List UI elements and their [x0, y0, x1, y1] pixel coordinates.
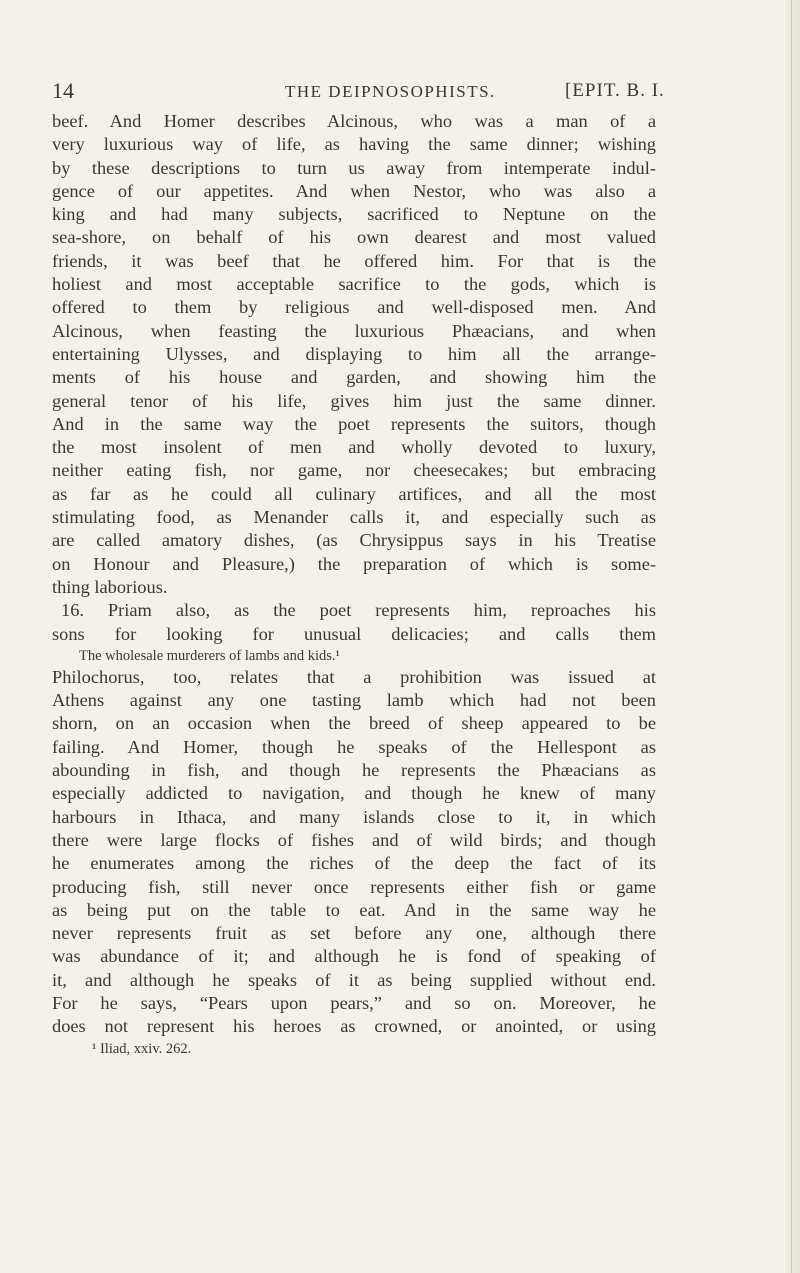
paragraph-3	[52, 666, 656, 1039]
footnote: ¹ Iliad, xxiv. 262.	[92, 1040, 192, 1057]
text-line: never represents fruit as set before any one, although there	[52, 923, 656, 944]
text-line: general tenor of his life, gives him just the same dinner.	[52, 390, 656, 411]
text-line: For he says, “Pears upon pears,” and so on. Moreover, he	[52, 992, 656, 1013]
text-line: king and had many subjects, sacrificed to Neptune on the	[52, 204, 656, 225]
text-line: sea-shore, on behalf of his own dearest and most valued	[52, 227, 656, 248]
page-edge	[786, 0, 800, 1273]
text-line: offered to them by religious and well-disposed men. And	[52, 297, 656, 318]
text-line: was abundance of it; and although he is fond of speaking of	[52, 946, 656, 967]
text-line: as far as he could all culinary artifices, and all the most	[52, 483, 656, 504]
text-line: by these descriptions to turn us away from intemperate indul-	[52, 157, 656, 178]
text-line: friends, it was beef that he offered him. For that is the	[52, 250, 656, 271]
text-line: neither eating fish, nor game, nor cheesecakes; but embracing	[52, 460, 656, 481]
text-line: especially addicted to navigation, and though he knew of many	[52, 783, 656, 804]
page-header	[52, 78, 672, 108]
text-line: beef. And Homer describes Alcinous, who was a man of a	[52, 111, 656, 131]
text-line: it, and although he speaks of it as being supplied without end.	[52, 969, 656, 990]
page-number: 14	[52, 78, 74, 103]
text-line: gence of our appetites. And when Nestor, who was also a	[52, 180, 656, 201]
text-line: Alcinous, when feasting the luxurious Phæacians, and when	[52, 320, 656, 341]
text-line: harbours in Ithaca, and many islands close to it, in which	[52, 806, 656, 827]
text-line: producing fish, still never once represents either fish or game	[52, 876, 656, 897]
verse-quote: The wholesale murderers of lambs and kids.¹	[79, 647, 340, 664]
text-line: failing. And Homer, though he speaks of the Hellespont as	[52, 736, 656, 757]
text-line: holiest and most acceptable sacrifice to the gods, which is	[52, 274, 656, 295]
text-line: sons for looking for unusual delicacies; and calls them	[52, 623, 656, 644]
text-line: there were large flocks of fishes and of wild birds; and though	[52, 829, 656, 850]
text-line: the most insolent of men and wholly devoted to luxury,	[52, 437, 656, 458]
text-line: stimulating food, as Menander calls it, and especially such as	[52, 507, 656, 528]
text-line: thing laborious.	[52, 576, 168, 597]
text-line: Philochorus, too, relates that a prohibition was issued at	[52, 666, 656, 687]
text-line: Athens against any one tasting lamb which had not been	[52, 690, 656, 711]
text-line: ments of his house and garden, and showing him the	[52, 367, 656, 388]
text-line: are called amatory dishes, (as Chrysippus says in his Treatise	[52, 530, 656, 551]
text-line: he enumerates among the riches of the deep the fact of its	[52, 853, 656, 874]
running-title: THE DEIPNOSOPHISTS.	[285, 82, 496, 101]
page-edge-divider	[791, 0, 792, 1273]
paragraph-1	[52, 110, 656, 599]
text-line: 16. Priam also, as the poet represents him, reproaches his	[61, 600, 656, 621]
paragraph-2	[52, 599, 656, 646]
text-line: shorn, on an occasion when the breed of sheep appeared to be	[52, 713, 656, 734]
text-line: And in the same way the poet represents the suitors, though	[52, 413, 656, 434]
body-text	[52, 110, 656, 1059]
text-line: very luxurious way of life, as having the same dinner; wishing	[52, 134, 656, 155]
text-line: on Honour and Pleasure,) the preparation of which is some-	[52, 553, 656, 574]
text-line: as being put on the table to eat. And in the same way he	[52, 899, 656, 920]
text-line: does not represent his heroes as crowned, or anointed, or using	[52, 1016, 656, 1037]
section-reference: [EPIT. B. I.	[565, 80, 665, 101]
text-line: entertaining Ulysses, and displaying to him all the arrange-	[52, 343, 656, 364]
text-line: abounding in fish, and though he represents the Phæacians as	[52, 760, 656, 781]
